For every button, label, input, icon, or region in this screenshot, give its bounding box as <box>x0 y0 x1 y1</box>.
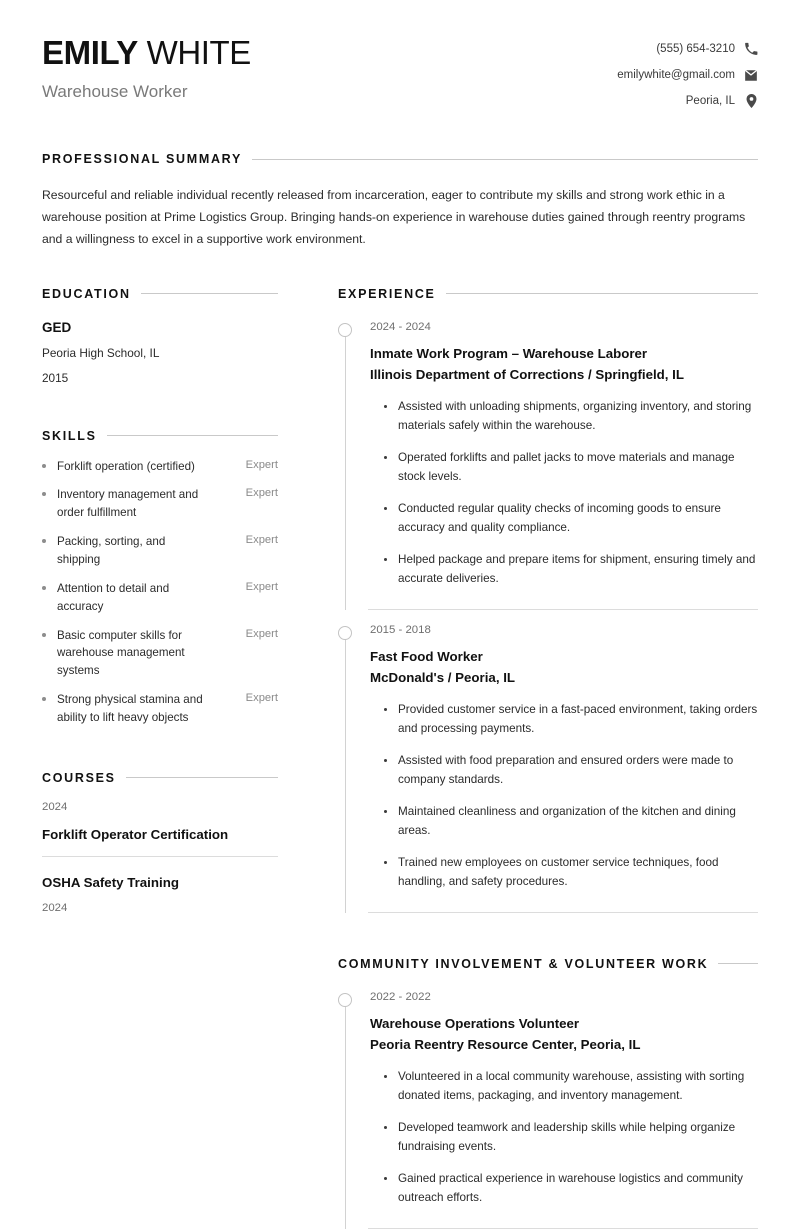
location-icon <box>744 94 758 108</box>
courses-section-heading <box>42 771 278 785</box>
list-item <box>42 533 278 569</box>
entry-job-title: Fast Food Worker <box>370 648 483 664</box>
summary-heading-text: PROFESSIONAL SUMMARY <box>42 152 242 166</box>
education-degree: GED <box>42 319 72 335</box>
timeline-line <box>345 993 346 1229</box>
skill-level: Expert <box>245 627 278 640</box>
skill-level: Expert <box>245 458 278 471</box>
contact-phone-text: (555) 654-3210 <box>656 43 735 55</box>
list-item <box>42 627 278 681</box>
course-title: OSHA Safety Training <box>42 874 179 890</box>
list-item: Assisted with unloading shipments, organizing inventory, and storing materials safely within the warehouse. <box>384 398 758 436</box>
list-item: Trained new employees on customer service techniques, food handling, and safety procedures. <box>384 854 758 892</box>
course-year: 2024 <box>42 901 68 914</box>
community-section-heading <box>338 957 758 971</box>
education-year: 2015 <box>42 370 69 385</box>
timeline-marker-icon <box>338 993 352 1007</box>
heading-rule <box>718 963 758 964</box>
entry-dates: 2024 - 2024 <box>370 320 431 333</box>
contact-email[interactable] <box>617 68 758 82</box>
bullet-icon <box>42 539 46 543</box>
course-year: 2024 <box>42 800 68 813</box>
entry-job-title: Warehouse Operations Volunteer <box>370 1015 580 1031</box>
skill-name: Forklift operation (certified) <box>57 459 195 473</box>
skills-list <box>42 458 278 727</box>
list-item: Conducted regular quality checks of incoming goods to ensure accuracy and quality compliance. <box>384 500 758 538</box>
bullet-icon <box>42 492 46 496</box>
entry-bullet-list <box>370 1068 758 1208</box>
heading-rule <box>252 159 758 160</box>
entry-employer: Peoria Reentry Resource Center, Peoria, IL <box>370 1037 641 1053</box>
heading-rule <box>126 777 278 778</box>
professional-summary-section <box>42 152 758 251</box>
experience-section <box>338 287 758 913</box>
timeline-marker-icon <box>338 323 352 337</box>
course-title: Forklift Operator Certification <box>42 826 229 842</box>
skill-level: Expert <box>245 534 278 547</box>
contact-location[interactable] <box>617 94 758 108</box>
education-section-heading <box>42 287 278 301</box>
entry-job-title: Inmate Work Program – Warehouse Laborer <box>370 345 648 361</box>
entry-employer: McDonald's / Peoria, IL <box>370 670 516 686</box>
skills-section <box>42 429 278 727</box>
list-item <box>42 856 278 928</box>
timeline-line <box>345 323 346 610</box>
summary-section-heading <box>42 152 758 166</box>
entry-divider <box>368 912 758 913</box>
last-name: WHITE <box>146 34 251 71</box>
skill-level: Expert <box>245 580 278 593</box>
bullet-icon <box>42 586 46 590</box>
timeline-marker-icon <box>338 626 352 640</box>
community-entry <box>338 977 758 1229</box>
list-item: Developed teamwork and leadership skills while helping organize fundraising events. <box>384 1119 758 1157</box>
contact-email-text: emilywhite@gmail.com <box>617 69 735 81</box>
entry-dates: 2015 - 2018 <box>370 623 431 636</box>
skill-name: Packing, sorting, and shipping <box>57 535 166 566</box>
skill-name: Attention to detail and accuracy <box>57 581 170 613</box>
summary-text: Resourceful and reliable individual recently released from incarceration, eager to contribute my skills and strong work ethic in a warehouse position at Prime Logistics Group. Bringing hands-on experience in warehouse duties gained through reentry programs and a willingness to excel in a supportive work environment. <box>42 188 746 247</box>
list-item: Assisted with food preparation and ensured orders were made to company standards. <box>384 752 758 790</box>
list-item <box>42 801 278 856</box>
bullet-icon <box>42 697 46 701</box>
list-item <box>42 458 278 476</box>
skill-name: Strong physical stamina and ability to lift heavy objects <box>57 693 203 724</box>
skill-name: Basic computer skills for warehouse management systems <box>57 628 185 678</box>
list-item <box>42 580 278 616</box>
experience-section-heading <box>338 287 758 301</box>
education-section <box>42 287 278 385</box>
resume-header <box>42 34 758 120</box>
contact-phone[interactable] <box>617 42 758 56</box>
education-heading-text: EDUCATION <box>42 286 131 301</box>
courses-list <box>42 801 278 928</box>
bullet-icon <box>42 464 46 468</box>
timeline-line <box>345 626 346 913</box>
heading-rule <box>446 293 758 294</box>
courses-section <box>42 771 278 928</box>
left-column <box>42 287 278 1229</box>
page-title <box>42 34 251 73</box>
skill-level: Expert <box>245 487 278 500</box>
list-item: Maintained cleanliness and organization of the kitchen and dining areas. <box>384 803 758 841</box>
list-item: Volunteered in a local community warehouse, assisting with sorting donated items, packaging, and inventory management. <box>384 1068 758 1106</box>
list-item <box>42 486 278 522</box>
education-school: Peoria High School, IL <box>42 345 160 360</box>
community-section <box>338 957 758 1229</box>
experience-entry <box>338 307 758 610</box>
list-item <box>42 691 278 727</box>
skills-heading-text: SKILLS <box>42 428 97 443</box>
phone-icon <box>744 42 758 56</box>
right-column <box>338 287 758 1229</box>
identity-block <box>42 34 251 102</box>
email-icon <box>744 68 758 82</box>
contact-block <box>617 34 758 120</box>
first-name: EMILY <box>42 34 138 71</box>
experience-entry <box>338 610 758 913</box>
bullet-icon <box>42 633 46 637</box>
content-columns <box>42 287 758 1229</box>
entry-bullet-list <box>370 398 758 589</box>
list-item: Helped package and prepare items for shipment, ensuring timely and accurate deliveries. <box>384 551 758 589</box>
courses-heading-text: COURSES <box>42 770 116 785</box>
job-role-subtitle: Warehouse Worker <box>42 81 188 101</box>
list-item: Provided customer service in a fast-paced environment, taking orders and processing payments. <box>384 701 758 739</box>
entry-bullet-list <box>370 701 758 892</box>
experience-entries <box>338 307 758 913</box>
contact-location-text: Peoria, IL <box>685 95 735 107</box>
education-entry <box>42 320 278 385</box>
entry-dates: 2022 - 2022 <box>370 990 431 1003</box>
experience-heading-text: EXPERIENCE <box>338 286 436 301</box>
skill-name: Inventory management and order fulfillment <box>57 488 199 520</box>
list-item: Operated forklifts and pallet jacks to move materials and manage stock levels. <box>384 449 758 487</box>
community-heading-text: COMMUNITY INVOLVEMENT & VOLUNTEER WORK <box>338 956 709 971</box>
community-entries <box>338 977 758 1229</box>
skills-section-heading <box>42 429 278 443</box>
heading-rule <box>107 435 278 436</box>
skill-level: Expert <box>245 692 278 705</box>
list-item: Gained practical experience in warehouse logistics and community outreach efforts. <box>384 1170 758 1208</box>
heading-rule <box>141 293 278 294</box>
entry-employer: Illinois Department of Corrections / Springfield, IL <box>370 366 684 382</box>
